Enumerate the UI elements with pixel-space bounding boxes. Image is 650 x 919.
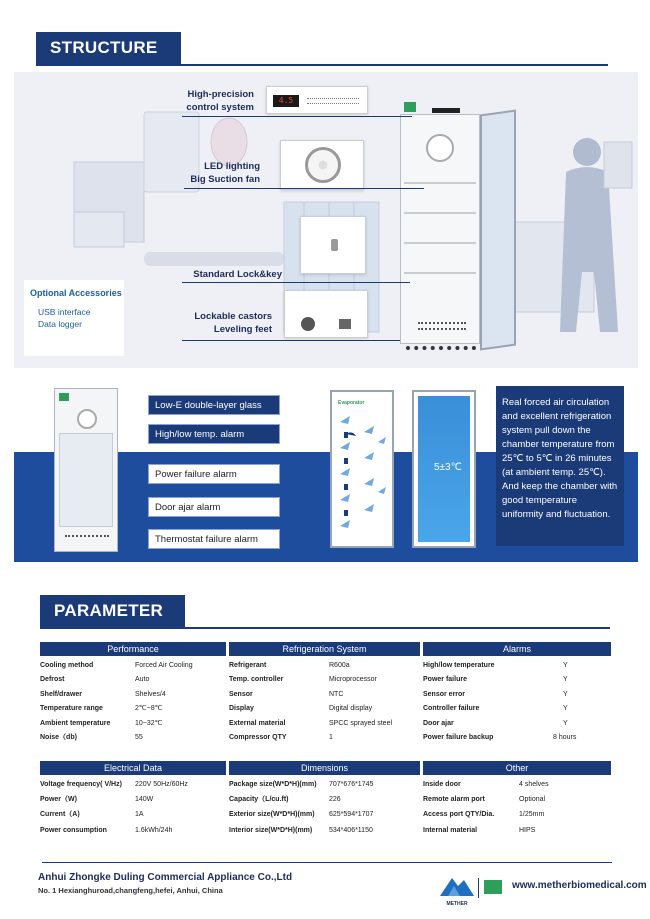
feature-fan-icon <box>77 409 97 429</box>
mether-logo <box>440 874 474 907</box>
fan-thumb <box>280 140 364 190</box>
param-value: 55 <box>135 734 143 741</box>
airflow-description: Real forced air circulation and excellent refrigeration system pull down the chamber temperature from 25℃ to 5℃ in 26 minutes (at ambient temp. 25℃). And keep the chamber with good temperature uniformity and fluctuation. <box>496 386 624 546</box>
callout-text: control system <box>186 102 254 113</box>
param-value: R600a <box>329 662 350 669</box>
parameter-title: PARAMETER <box>40 595 185 627</box>
param-value: 1 <box>329 734 333 741</box>
param-value: HIPS <box>519 826 536 834</box>
mountain-logo-icon <box>440 874 474 896</box>
feature-glass-door <box>59 433 113 527</box>
param-key: Compressor QTY <box>229 734 287 741</box>
param-key: Package size(W*D*H)(mm) <box>229 781 317 788</box>
param-key: Refrigerant <box>229 662 267 669</box>
param-key: Display <box>229 705 254 713</box>
optional-title: Optional Accessories <box>30 288 122 298</box>
param-key: Power failure <box>423 676 467 684</box>
freezer-castors <box>406 342 476 350</box>
param-value: 10~32℃ <box>135 719 163 727</box>
table-row <box>423 702 611 716</box>
param-value: Auto <box>135 676 150 684</box>
logo-text: METHER <box>446 901 468 907</box>
param-key: Capacity（L/cu.ft) <box>229 796 289 804</box>
param-key: Internal material <box>423 826 478 834</box>
table-row <box>423 778 611 792</box>
airflow-diagram <box>330 390 394 548</box>
feature-vents <box>65 535 109 541</box>
param-key: High/low temperature <box>423 662 495 669</box>
freezer-shelf <box>404 272 476 274</box>
param-key: Exterior size(W*D*H)(mm) <box>229 811 315 819</box>
param-key: Controller failure <box>423 705 480 713</box>
param-key: Sensor error <box>423 690 466 698</box>
callout-line <box>182 282 410 283</box>
evaporator-label: Evaporator <box>338 400 365 406</box>
table1-header-alarms: Alarms <box>423 642 611 656</box>
param-value: Optional <box>519 796 546 804</box>
callout-text: LED lighting <box>204 161 260 172</box>
param-key: Temp. controller <box>229 676 284 684</box>
param-key: Access port QTY/Dia. <box>423 811 495 819</box>
callout-line <box>184 188 424 189</box>
param-key: External material <box>229 719 286 727</box>
param-value: 1/25mm <box>519 811 545 819</box>
brand-mark-icon <box>484 880 502 894</box>
table-row <box>423 731 611 745</box>
param-value: Shelves/4 <box>135 690 166 698</box>
castor-wheel-icon <box>301 317 315 331</box>
param-key: Defrost <box>40 676 65 684</box>
table-row <box>40 824 226 838</box>
feature-low-e-glass: Low-E double-layer glass <box>148 395 280 415</box>
footer-divider <box>42 862 612 863</box>
table-row <box>229 688 415 702</box>
param-value: Microprocessor <box>329 676 377 684</box>
param-key: Voltage frequency( V/Hz) <box>40 781 122 788</box>
table-row <box>229 793 415 807</box>
optional-item: Data logger <box>38 319 82 329</box>
param-key: Ambient temperature <box>40 719 111 727</box>
table-row <box>423 793 611 807</box>
param-value: 707*676*1745 <box>329 781 374 788</box>
castors-thumb <box>284 290 368 338</box>
param-value: 140W <box>135 796 154 804</box>
table2-header-other: Other <box>423 761 611 775</box>
company-name: Anhui Zhongke Duling Commercial Appliance Co.,Ltd <box>38 872 293 883</box>
callout-line <box>182 340 400 341</box>
table-row <box>423 808 611 822</box>
table-row <box>229 731 415 745</box>
table-row <box>40 793 226 807</box>
param-value: Y <box>563 705 568 713</box>
param-value: Y <box>563 662 568 669</box>
callout-control-system <box>154 88 254 114</box>
param-value: 2℃~8℃ <box>135 705 163 713</box>
param-key: Power failure backup <box>423 734 494 741</box>
callout-text: High-precision <box>187 89 254 100</box>
airflow-arrows <box>332 392 392 546</box>
param-key: Current（A) <box>40 811 80 819</box>
param-value: 1.6kWh/24h <box>135 826 173 834</box>
freezer-shelf <box>404 242 476 244</box>
param-key: Power（W) <box>40 796 77 804</box>
callout-castors <box>164 310 272 336</box>
table-row <box>229 824 415 838</box>
freezer-shelf <box>404 182 476 184</box>
table-row <box>423 673 611 687</box>
table-row <box>229 659 415 673</box>
table-row <box>423 659 611 673</box>
temp-readout: 5±3℃ <box>434 462 462 473</box>
callout-text: Big Suction fan <box>190 174 260 185</box>
feature-thermostat-alarm: Thermostat failure alarm <box>148 529 280 549</box>
table-row <box>229 702 415 716</box>
param-key: Inside door <box>423 781 461 788</box>
lock-thumb <box>300 216 366 274</box>
structure-title-underline <box>36 64 608 66</box>
table-row <box>40 731 226 745</box>
param-key: Remote alarm port <box>423 796 485 804</box>
param-value: 1A <box>135 811 144 819</box>
param-value: NTC <box>329 690 344 698</box>
control-buttons <box>307 98 359 104</box>
control-panel-thumb <box>266 86 368 114</box>
table-row <box>40 778 226 792</box>
param-key: Noise（db) <box>40 734 77 741</box>
fan-icon <box>305 147 341 183</box>
freezer-open-door <box>480 109 516 350</box>
param-value: Digital display <box>329 705 373 713</box>
callout-lock <box>164 268 282 281</box>
table-row <box>229 778 415 792</box>
param-key: Interior size(W*D*H)(mm) <box>229 826 313 834</box>
feature-logo <box>59 393 69 401</box>
table-row <box>229 808 415 822</box>
parameter-title-underline <box>40 627 610 629</box>
table-row <box>423 717 611 731</box>
param-value: 4 shelves <box>519 781 549 788</box>
freezer-vents <box>418 322 466 330</box>
optional-item: USB interface <box>38 307 91 317</box>
callout-text: Standard Lock&key <box>193 269 282 280</box>
param-value: Y <box>563 690 568 698</box>
callout-text: Lockable castors <box>194 311 272 322</box>
feature-temp-alarm: High/low temp. alarm <box>148 424 280 444</box>
table-row <box>40 688 226 702</box>
callout-fan <box>164 160 260 186</box>
freezer-display <box>432 108 460 113</box>
lock-icon <box>331 239 338 251</box>
param-key: Shelf/drawer <box>40 690 83 698</box>
callout-line <box>182 116 412 117</box>
table2-header-electrical: Electrical Data <box>40 761 226 775</box>
table1-header-refrigeration: Refrigeration System <box>229 642 420 656</box>
param-key: Cooling method <box>40 662 94 669</box>
freezer-fan-icon <box>426 134 454 162</box>
company-address: No. 1 Hexianghuroad,changfeng,hefei, Anhui, China <box>38 886 223 895</box>
table-row <box>423 824 611 838</box>
param-value: Forced Air Cooling <box>135 662 193 669</box>
freezer-shelf <box>404 212 476 214</box>
param-value: 625*594*1707 <box>329 811 374 819</box>
table-row <box>40 673 226 687</box>
structure-illustration <box>14 72 638 368</box>
table2-header-dimensions: Dimensions <box>229 761 420 775</box>
footer-separator <box>478 878 479 898</box>
table-row <box>40 659 226 673</box>
leveling-foot-icon <box>339 319 351 329</box>
param-value: 226 <box>329 796 341 804</box>
structure-title: STRUCTURE <box>36 32 181 64</box>
table-row <box>229 673 415 687</box>
table-row <box>40 717 226 731</box>
param-value: 220V 50Hz/60Hz <box>135 781 188 788</box>
param-value: 534*406*1150 <box>329 826 373 834</box>
table-row <box>229 717 415 731</box>
control-display: 4.5 <box>273 95 299 107</box>
param-key: Sensor <box>229 690 253 698</box>
callout-text: Leveling feet <box>213 324 272 335</box>
param-value: 8 hours <box>553 734 577 741</box>
param-value: SPCC sprayed steel <box>329 719 393 727</box>
param-value: Y <box>563 676 568 684</box>
temperature-diagram <box>412 390 476 548</box>
feature-door-alarm: Door ajar alarm <box>148 497 280 517</box>
feature-power-alarm: Power failure alarm <box>148 464 280 484</box>
website-link[interactable]: www.metherbiomedical.com <box>512 880 647 891</box>
param-key: Power consumption <box>40 826 107 834</box>
feature-freezer-image <box>54 388 118 552</box>
param-value: Y <box>563 719 568 727</box>
table-row <box>423 688 611 702</box>
param-key: Door ajar <box>423 719 454 727</box>
freezer-logo <box>404 102 416 112</box>
param-key: Temperature range <box>40 705 103 713</box>
table1-header-performance: Performance <box>40 642 226 656</box>
optional-accessories <box>24 280 124 356</box>
table-row <box>40 808 226 822</box>
table-row <box>40 702 226 716</box>
